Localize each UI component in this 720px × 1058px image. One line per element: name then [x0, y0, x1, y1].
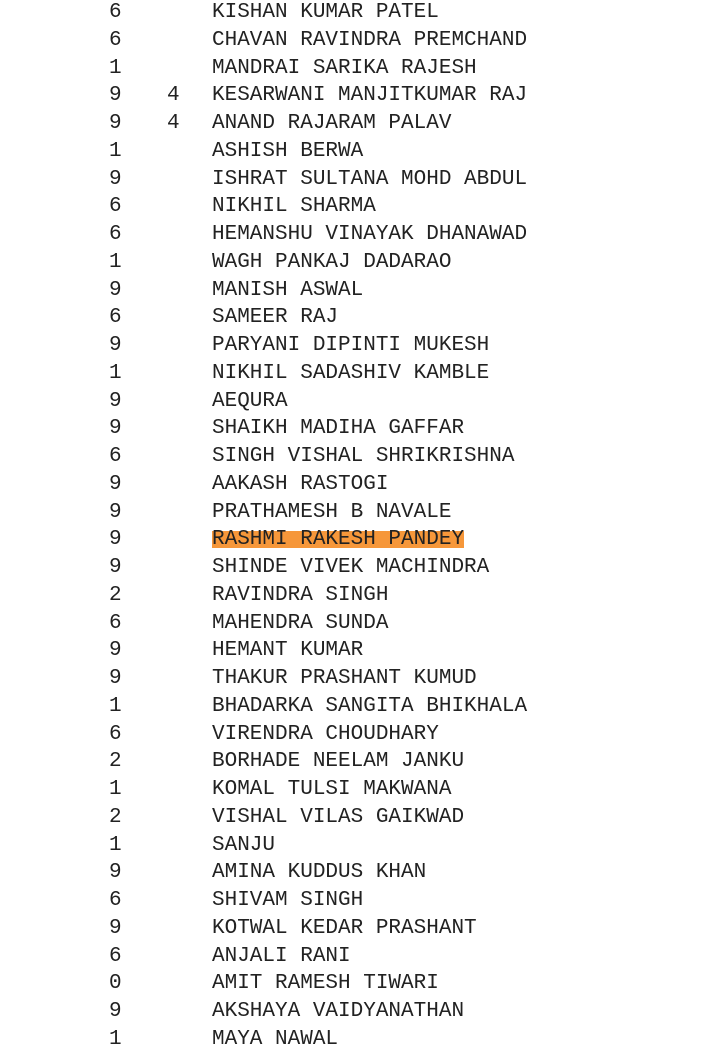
- row-code: 6: [109, 223, 122, 246]
- list-row: [0, 721, 720, 749]
- list-row: [0, 471, 720, 499]
- list-row: [0, 110, 720, 138]
- row-name: AAKASH RASTOGI: [212, 472, 389, 496]
- row-code: 1: [109, 833, 122, 857]
- list-row: [0, 1026, 720, 1054]
- row-code: 1: [109, 250, 122, 274]
- list-row: [0, 221, 720, 249]
- row-name: ANJALI RANI: [212, 944, 351, 968]
- row-name: BORHADE NEELAM JANKU: [212, 750, 465, 774]
- row-name: SAMEER RAJ: [212, 306, 339, 330]
- highlighted-name: RASHMI RAKESH PANDEY: [212, 528, 465, 552]
- row-name: MANDRAI SARIKA RAJESH: [212, 56, 477, 80]
- list-row: [0, 610, 720, 638]
- row-code: 9: [109, 861, 122, 885]
- row-code: 1: [109, 778, 122, 801]
- row-code: 9: [109, 1000, 122, 1023]
- row-name: ASHISH BERWA: [212, 139, 364, 163]
- row-code: 6: [109, 306, 122, 330]
- row-code: 6: [109, 1, 122, 24]
- row-code: 9: [109, 84, 122, 108]
- row-code: 9: [109, 389, 122, 413]
- list-row: [0, 859, 720, 887]
- list-row: [0, 776, 720, 804]
- row-code: 1: [109, 361, 122, 385]
- row-code: 9: [109, 167, 122, 191]
- row-name: AMIT RAMESH TIWARI: [212, 972, 439, 996]
- row-name: ANAND RAJARAM PALAV: [212, 112, 452, 135]
- row-name: AMINA KUDDUS KHAN: [212, 861, 427, 885]
- row-code: 1: [109, 56, 122, 80]
- row-code: 6: [109, 944, 122, 968]
- row-name: SINGH VISHAL SHRIKRISHNA: [212, 445, 515, 468]
- row-code: 9: [109, 112, 122, 135]
- list-row: [0, 304, 720, 332]
- list-row: [0, 804, 720, 832]
- list-row: [0, 193, 720, 221]
- row-name: SHAIKH MADIHA GAFFAR: [212, 417, 465, 441]
- row-name: VISHAL VILAS GAIKWAD: [212, 805, 465, 829]
- row-code: 9: [109, 528, 122, 552]
- row-name: MAYA NAWAL: [212, 1027, 339, 1051]
- row-name: BHADARKA SANGITA BHIKHALA: [212, 694, 528, 718]
- row-code: 9: [109, 417, 122, 441]
- row-name: MAHENDRA SUNDA: [212, 611, 389, 635]
- row-name: AKSHAYA VAIDYANATHAN: [212, 1000, 465, 1023]
- row-code: 9: [109, 472, 122, 496]
- list-row: [0, 998, 720, 1026]
- row-name: KOMAL TULSI MAKWANA: [212, 778, 452, 801]
- row-code: 1: [109, 694, 122, 718]
- list-row: [0, 82, 720, 110]
- list-row: [0, 887, 720, 915]
- list-row: [0, 499, 720, 527]
- list-row: [0, 249, 720, 277]
- list-row: [0, 277, 720, 305]
- list-row: [0, 388, 720, 416]
- row-name: SHINDE VIVEK MACHINDRA: [212, 556, 490, 579]
- row-code: 2: [109, 805, 122, 829]
- row-name: ISHRAT SULTANA MOHD ABDUL: [212, 167, 528, 191]
- row-name: PARYANI DIPINTI MUKESH: [212, 334, 490, 357]
- row-name: AEQURA: [212, 389, 288, 413]
- row-code: 1: [109, 1027, 122, 1051]
- row-name: THAKUR PRASHANT KUMUD: [212, 667, 477, 690]
- row-name: NIKHIL SADASHIV KAMBLE: [212, 361, 490, 385]
- row-name: SANJU: [212, 833, 276, 857]
- list-row: [0, 332, 720, 360]
- row-code: 0: [109, 972, 122, 996]
- list-row: [0, 943, 720, 971]
- list-row: [0, 693, 720, 721]
- row-code: 6: [109, 28, 122, 52]
- row-code: 6: [109, 195, 122, 219]
- row-subcode: 4: [167, 112, 180, 135]
- list-row: [0, 970, 720, 998]
- row-code: 9: [109, 500, 122, 524]
- row-name: CHAVAN RAVINDRA PREMCHAND: [212, 28, 528, 52]
- list-row: [0, 443, 720, 471]
- row-code: 9: [109, 556, 122, 579]
- row-name: NIKHIL SHARMA: [212, 195, 376, 219]
- list-row: [0, 832, 720, 860]
- list-row: [0, 138, 720, 166]
- list-row: [0, 665, 720, 693]
- list-row: [0, 166, 720, 194]
- row-code: 9: [109, 278, 122, 302]
- row-subcode: 4: [167, 84, 180, 108]
- row-name: MANISH ASWAL: [212, 278, 364, 302]
- row-code: 2: [109, 583, 122, 607]
- list-row: [0, 748, 720, 776]
- row-code: 6: [109, 445, 122, 468]
- list-row: [0, 27, 720, 55]
- row-name: KISHAN KUMAR PATEL: [212, 1, 439, 24]
- list-row: [0, 582, 720, 610]
- row-code: 9: [109, 334, 122, 357]
- row-name: WAGH PANKAJ DADARAO: [212, 250, 452, 274]
- list-row: [0, 526, 720, 554]
- row-code: 9: [109, 667, 122, 690]
- list-row: [0, 415, 720, 443]
- row-code: 2: [109, 750, 122, 774]
- list-row: [0, 554, 720, 582]
- row-name: PRATHAMESH B NAVALE: [212, 500, 452, 524]
- row-code: 6: [109, 722, 122, 746]
- row-name: HEMANT KUMAR: [212, 639, 364, 663]
- row-code: 9: [109, 639, 122, 663]
- row-code: 6: [109, 611, 122, 635]
- row-name: KESARWANI MANJITKUMAR RAJ: [212, 84, 528, 108]
- row-name: HEMANSHU VINAYAK DHANAWAD: [212, 223, 528, 246]
- list-row: [0, 637, 720, 665]
- row-name: RAVINDRA SINGH: [212, 583, 389, 607]
- row-name: SHIVAM SINGH: [212, 889, 364, 912]
- row-name: KOTWAL KEDAR PRASHANT: [212, 916, 477, 940]
- row-code: 1: [109, 139, 122, 163]
- list-row: [0, 360, 720, 388]
- list-row: [0, 55, 720, 83]
- row-code: 6: [109, 889, 122, 912]
- list-row: [0, 0, 720, 27]
- row-code: 9: [109, 916, 122, 940]
- row-name: VIRENDRA CHOUDHARY: [212, 722, 439, 746]
- list-row: [0, 915, 720, 943]
